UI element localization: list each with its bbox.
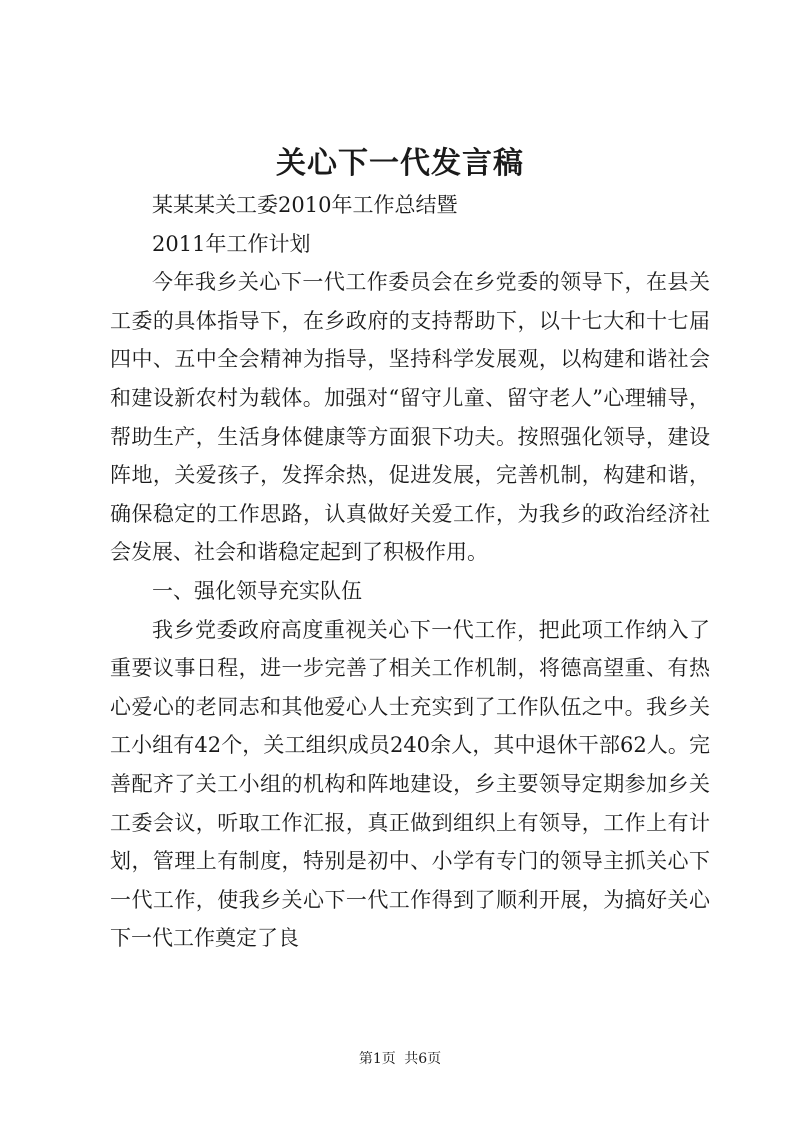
section-paragraph: 我乡党委政府高度重视关心下一代工作，把此项工作纳入了重要议事日程，进一步完善了相关工作机制，将德高望重、有热心爱心的老同志和其他爱心人士充实到了工作队伍之中。我乡关工小组有42个，关工组织成员240余人，其中退休干部62人。完善配齐了关工小组的机构和阵地建设，乡主要领导定期参加乡关工委会议，听取工作汇报，真正做到组织上有领导，工作上有计划，管理上有制度，特别是初中、小学有专门的领导主抓关心下一代工作，使我乡关心下一代工作得到了顺利开展，为搞好关心下一代工作奠定了良 xyxy=(110,617,710,951)
page-footer: 第1页 共6页 xyxy=(358,1051,442,1067)
document-title: 关心下一代发言稿 xyxy=(276,146,524,181)
intro-paragraph: 今年我乡关心下一代工作委员会在乡党委的领导下，在县关工委的具体指导下，在乡政府的支持帮助下，以十七大和十七届四中、五中全会精神为指导，坚持科学发展观，以构建和谐社会和建设新农村为载体。加强对“留守儿童、留守老人”心理辅导，帮助生产，生活身体健康等方面狠下功夫。按照强化领导，建设阵地，关爱孩子，发挥余热，促进发展，完善机制，构建和谐，确保稳定的工作思路，认真做好关爱工作，为我乡的政治经济社会发展、社会和谐稳定起到了积极作用。 xyxy=(110,270,710,565)
subtitle-line-2: 2011年工作计划 xyxy=(152,231,311,256)
section-heading: 一、强化领导充实队伍 xyxy=(152,578,362,603)
document-body xyxy=(110,186,710,958)
subtitle-line-1: 某某某关工委2010年工作总结暨 xyxy=(152,193,458,217)
